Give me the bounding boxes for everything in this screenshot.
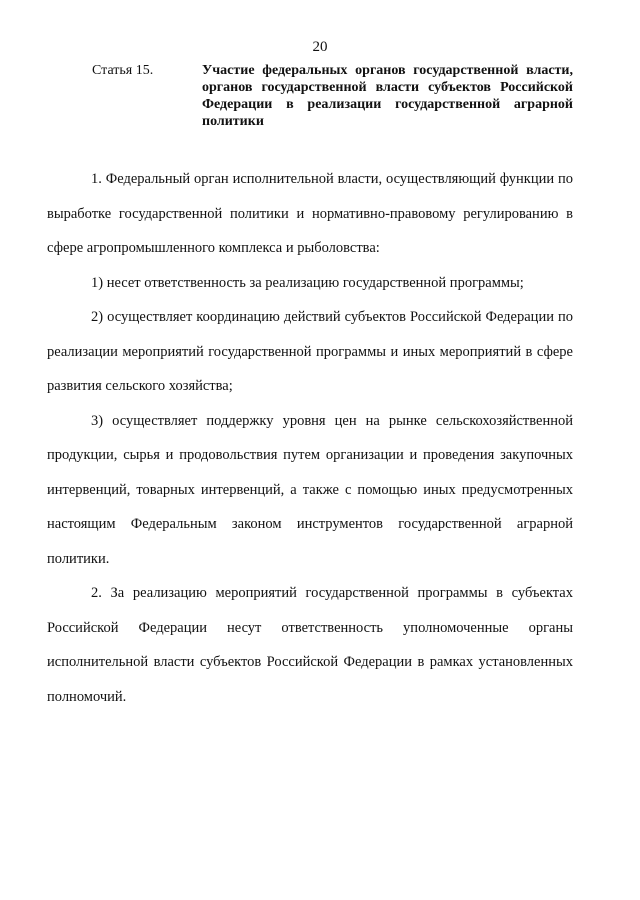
paragraph-1-item-2: 2) осуществляет координацию действий субъектов Российской Федерации по реализации мероприятий государственной программы и иных мероприятий в сфере развития сельского хозяйства; bbox=[47, 309, 573, 394]
article-label: Статья 15. bbox=[92, 63, 154, 78]
article-body bbox=[47, 162, 573, 714]
paragraph-1-item-1: 1) несет ответственность за реализацию государственной программы; bbox=[91, 274, 524, 291]
article-title: Участие федеральных органов государственной власти, органов государственной власти субъектов Российской Федерации в реализации государственной аграрной политики bbox=[202, 63, 573, 129]
page-number: 20 bbox=[312, 39, 328, 55]
paragraph-1: 1. Федеральный орган исполнительной власти, осуществляющий функции по выработке государственной политики и нормативно-правовому регулированию в сфере агропромышленного комплекса и рыболовства: bbox=[47, 171, 573, 256]
paragraph-1-item-3: 3) осуществляет поддержку уровня цен на рынке сельскохозяйственной продукции, сырья и продовольствия путем организации и проведения закупочных интервенций, товарных интервенций, а также с помощью иных предусмотренных настоящим Федеральным законом инструментов государственной аграрной политики. bbox=[47, 412, 573, 567]
paragraph-2: 2. За реализацию мероприятий государственной программы в субъектах Российской Федерации несут ответственность уполномоченные органы исполнительной власти субъектов Российской Федерации в рамках установленных полномочий. bbox=[47, 585, 573, 705]
